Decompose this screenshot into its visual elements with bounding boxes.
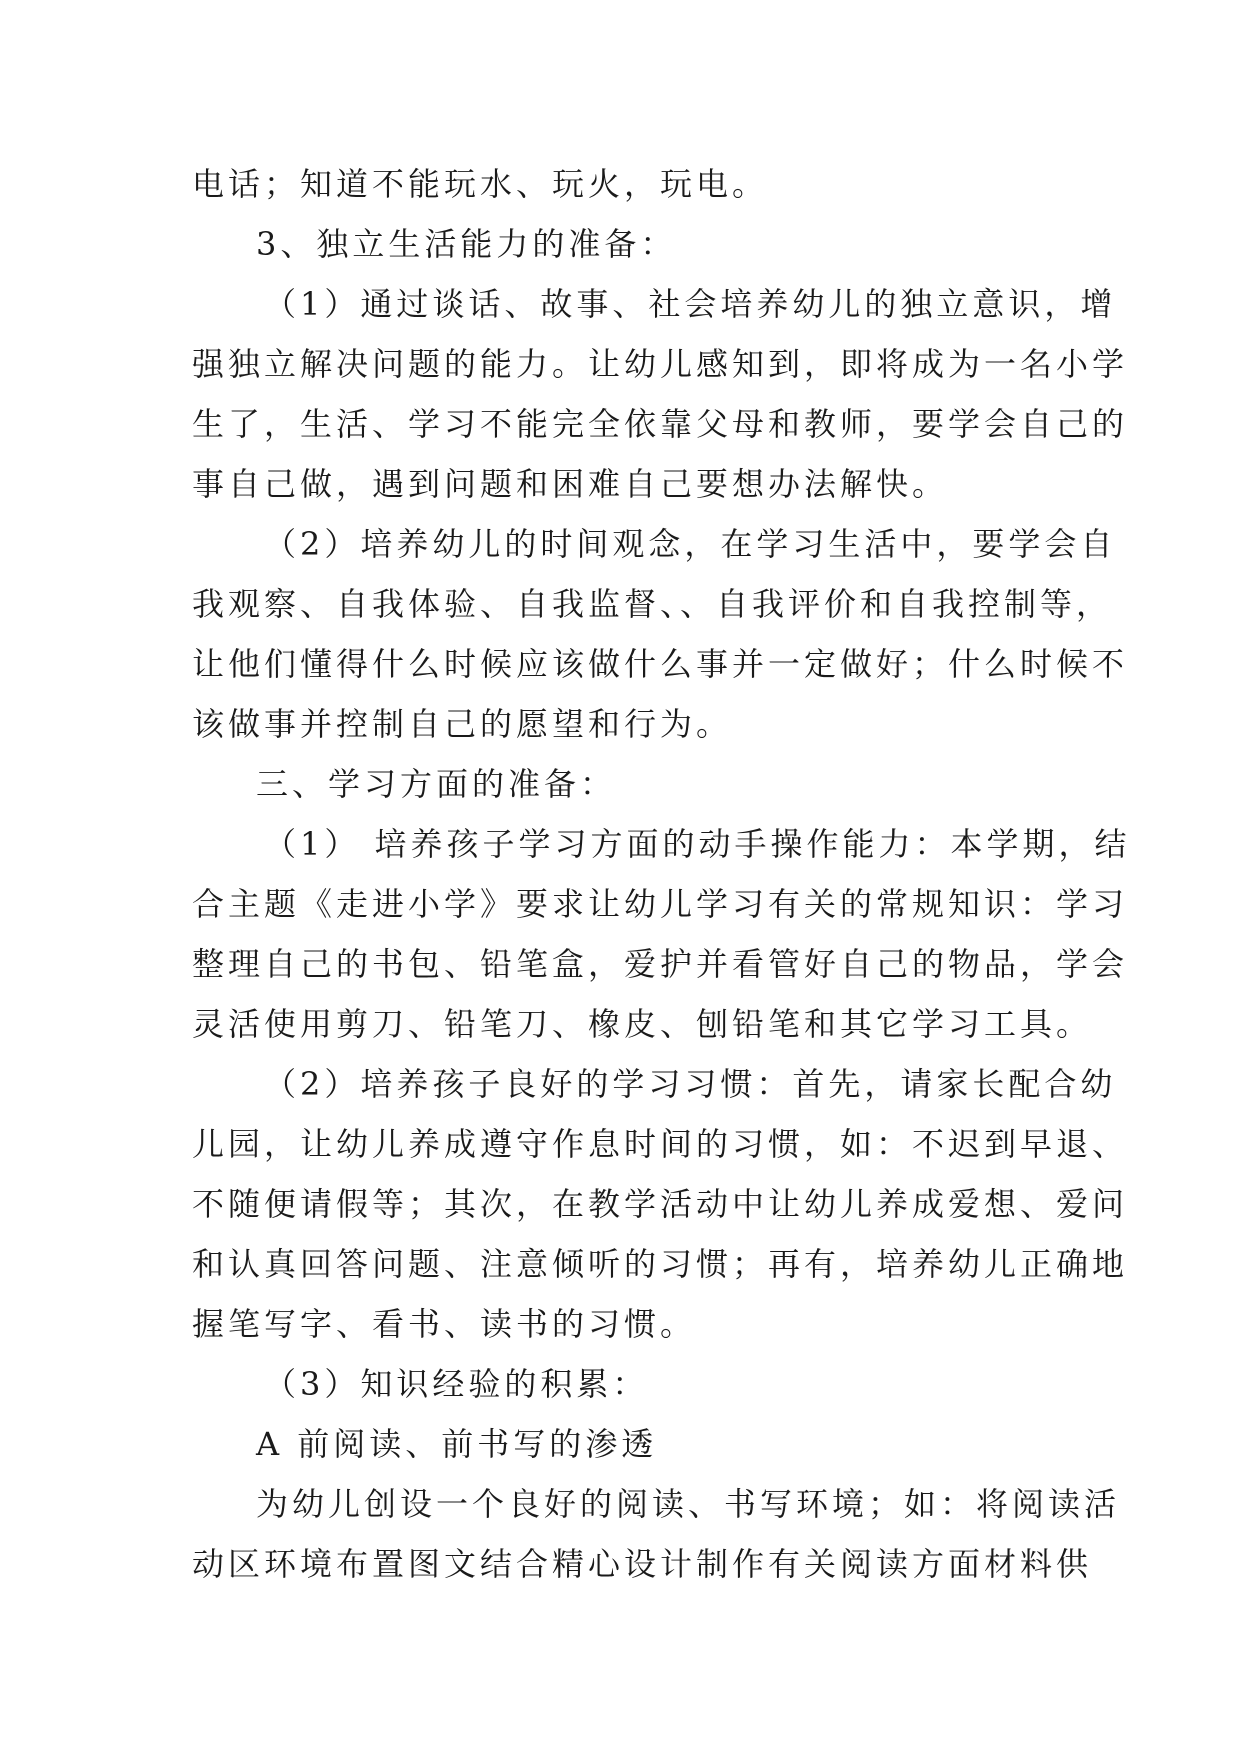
text-line: （1）通过谈话、故事、社会培养幼儿的独立意识，增: [264, 285, 1117, 323]
text-line: 不随便请假等；其次，在教学活动中让幼儿养成爱想、爱问: [192, 1185, 1129, 1223]
section-heading: 三、学习方面的准备：: [256, 765, 617, 803]
text-line: （2）培养孩子良好的学习习惯：首先，请家长配合幼: [264, 1065, 1117, 1103]
text-line: 为幼儿创设一个良好的阅读、书写环境；如：将阅读活: [256, 1485, 1121, 1523]
text-line: 儿园，让幼儿养成遵守作息时间的习惯，如：不迟到早退、: [192, 1125, 1129, 1163]
subsection-heading: A 前阅读、前书写的渗透: [256, 1425, 658, 1463]
text-line: （1） 培养孩子学习方面的动手操作能力：本学期，结: [264, 825, 1131, 863]
text-line: （3）知识经验的积累：: [264, 1365, 649, 1403]
text-line: 事自己做，遇到问题和困难自己要想办法解快。: [192, 465, 949, 503]
text-line: 合主题《走进小学》要求让幼儿学习有关的常规知识：学习: [192, 885, 1129, 923]
text-line: 该做事并控制自己的愿望和行为。: [192, 705, 733, 743]
text-line: 强独立解决问题的能力。让幼儿感知到，即将成为一名小学: [192, 345, 1129, 383]
text-line: 动区环境布置图文结合精心设计制作有关阅读方面材料供: [192, 1545, 1093, 1583]
text-line: 我观察、自我体验、自我监督、、自我评价和自我控制等，: [192, 585, 1113, 623]
text-line: 3、独立生活能力的准备：: [256, 225, 677, 263]
text-line: 握笔写字、看书、读书的习惯。: [192, 1305, 697, 1343]
text-line: 生了，生活、学习不能完全依靠父母和教师，要学会自己的: [192, 405, 1129, 443]
text-line: 电话；知道不能玩水、玩火，玩电。: [192, 165, 769, 203]
text-line: 整理自己的书包、铅笔盒，爱护并看管好自己的物品，学会: [192, 945, 1129, 983]
text-line: 让他们懂得什么时候应该做什么事并一定做好；什么时候不: [192, 645, 1129, 683]
text-line: 和认真回答问题、注意倾听的习惯；再有，培养幼儿正确地: [192, 1245, 1129, 1283]
text-line: 灵活使用剪刀、铅笔刀、橡皮、刨铅笔和其它学习工具。: [192, 1005, 1093, 1043]
text-line: （2）培养幼儿的时间观念，在学习生活中，要学会自: [264, 525, 1117, 563]
